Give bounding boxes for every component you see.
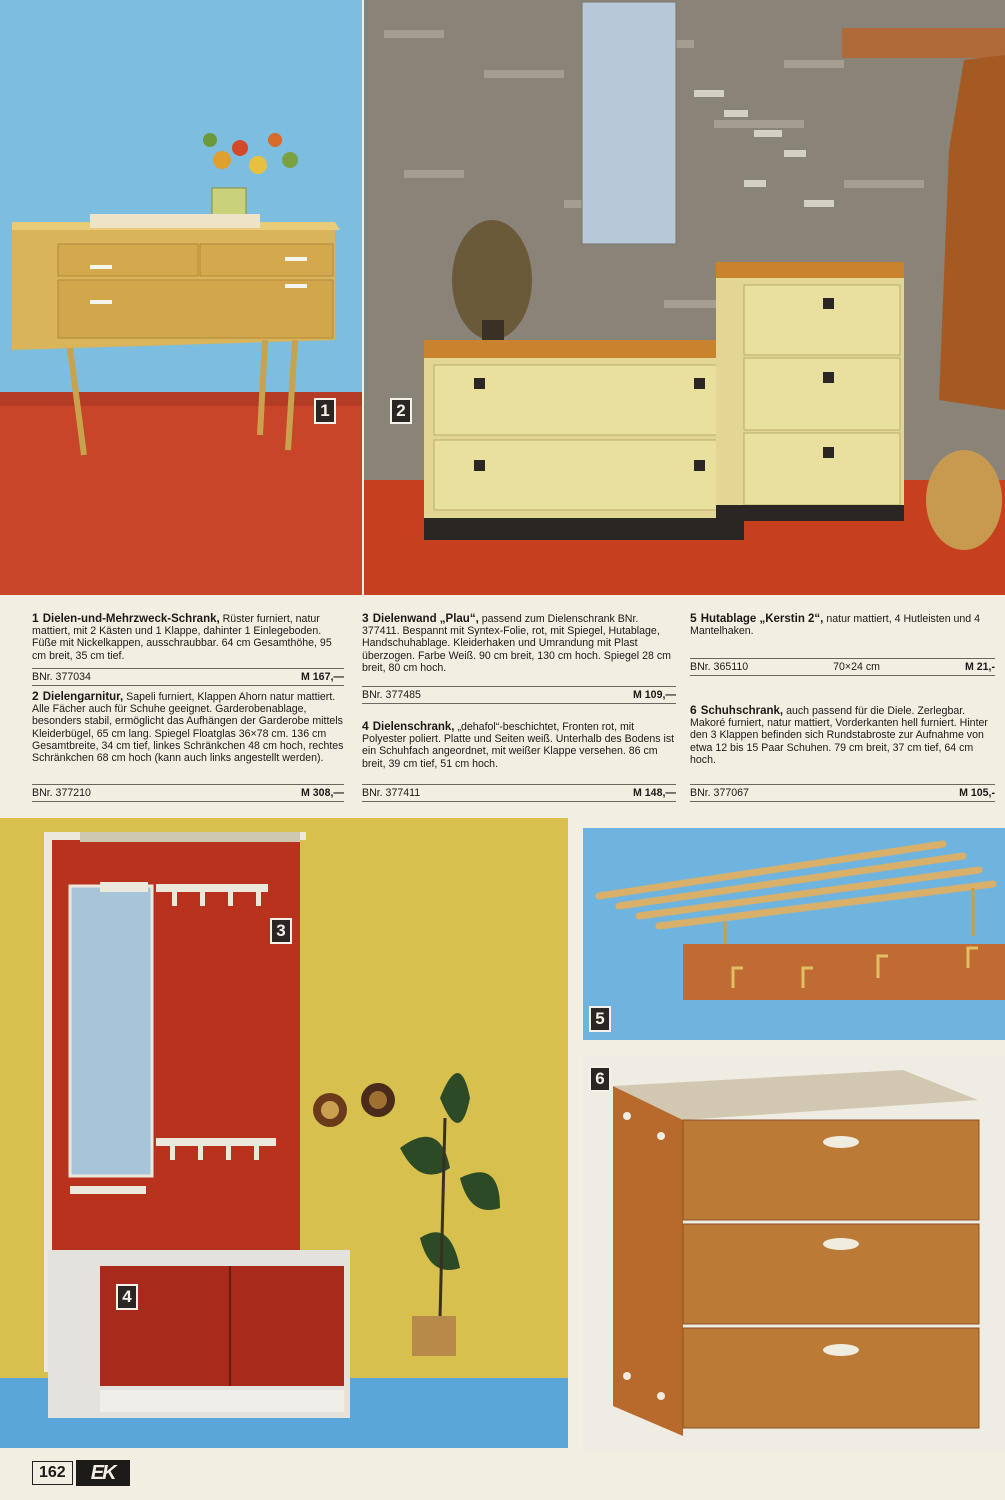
item-1-title: Dielen-und-Mehrzweck-Schrank, xyxy=(42,613,220,625)
item-2-number: 2 xyxy=(32,689,39,703)
photo-label-4: 4 xyxy=(116,1284,138,1310)
item-5-title: Hutablage „Kerstin 2“, xyxy=(700,613,824,625)
photo-hallway-chests xyxy=(364,0,1005,595)
item-2-order-number: BNr. 377210 xyxy=(32,787,91,799)
item-6-price: M 105,- xyxy=(959,787,995,799)
item-2-text: Sapeli furniert, Klappen Ahorn natur mattiert. Alle Fächer auch für Schuhe geeignet. Garderobenablage, besonders stabil, ermöglicht das Aufhängen der Garderobe mittels Kleiderbügel, 65 cm lang. Spiegel Floatglas 36×78 cm. 136 cm Gesamtbreite, 34 cm tief, linkes Schränkchen 48 cm hoch, rechtes Schränkchen 68 cm hoch (kann auch links angestellt werden). xyxy=(32,691,344,765)
item-6-order-number: BNr. 377067 xyxy=(690,787,749,799)
photo-label-6: 6 xyxy=(589,1066,611,1092)
item-2-order-row xyxy=(32,784,344,802)
photo-label-1: 1 xyxy=(314,398,336,424)
item-4-title: Dielenschrank, xyxy=(372,721,455,733)
item-1-text: Rüster furniert, natur mattiert, mit 2 Kästen und 1 Klappe, dahinter 1 Einlegeboden. Füße mit Nickelkappen, ausschraubbar. 64 cm Gesamthöhe, 95 cm breit, 35 cm tief. xyxy=(32,613,332,662)
item-1-description xyxy=(32,612,344,662)
photo-hall-wall xyxy=(0,818,568,1448)
hall-wall-illustration xyxy=(0,818,568,1448)
sideboard-illustration xyxy=(0,0,362,595)
item-1-order-row xyxy=(32,668,344,686)
item-1-price: M 167,— xyxy=(301,671,344,683)
page-number: 162 xyxy=(32,1461,73,1485)
item-6-title: Schuhschrank, xyxy=(700,705,784,717)
item-5-description xyxy=(690,612,995,637)
hat-rack-illustration xyxy=(583,828,1005,1040)
hallway-chests-illustration xyxy=(364,0,1005,595)
item-2-title: Dielengarnitur, xyxy=(42,691,124,703)
item-2-description xyxy=(32,690,344,764)
item-6-order-row xyxy=(690,784,995,802)
item-4-order-row xyxy=(362,784,676,802)
item-3-description xyxy=(362,612,676,674)
item-3-order-number: BNr. 377485 xyxy=(362,689,421,701)
page-footer xyxy=(32,1460,130,1486)
photo-label-2: 2 xyxy=(390,398,412,424)
item-1-number: 1 xyxy=(32,611,39,625)
item-6-description xyxy=(690,704,995,766)
photo-shoe-cabinet xyxy=(583,1056,1005,1450)
item-5-size: 70×24 cm xyxy=(833,661,880,673)
item-6-text: auch passend für die Diele. Zerlegbar. Makoré furniert, natur mattiert, Vorderkanten hell furniert. Hinter den 3 Klappen befinden sich Rundstabroste zur Aufnahme von etwa 12 bis 15 Paar Schuhen. 79 cm breit, 37 cm tief, 64 cm hoch. xyxy=(690,705,988,766)
item-4-description xyxy=(362,720,676,770)
item-2-price: M 308,— xyxy=(301,787,344,799)
item-3-text: passend zum Dielenschrank BNr. 377411. Bespannt mit Syntex-Folie, rot, mit Spiegel, Hutablage, Handschuhablage. Kleiderhaken und Umrandung mit Plast überzogen. Farbe Weiß. 90 cm breit, 130 cm hoch. Spiegel 28 cm breit, 80 cm hoch. xyxy=(362,613,671,674)
item-3-order-row xyxy=(362,686,676,704)
photo-label-5: 5 xyxy=(589,1006,611,1032)
item-6-number: 6 xyxy=(690,703,697,717)
item-1-order-number: BNr. 377034 xyxy=(32,671,91,683)
item-3-title: Dielenwand „Plau“, xyxy=(372,613,479,625)
item-3-number: 3 xyxy=(362,611,369,625)
item-5-text: natur mattiert, 4 Hutleisten und 4 Mantelhaken. xyxy=(690,613,981,638)
catalog-logo: EK xyxy=(76,1460,130,1486)
shoe-cabinet-illustration xyxy=(583,1056,1005,1450)
photo-hat-rack xyxy=(583,828,1005,1040)
photo-label-3: 3 xyxy=(270,918,292,944)
item-4-price: M 148,— xyxy=(633,787,676,799)
photo-sideboard xyxy=(0,0,362,595)
item-5-order-number: BNr. 365110 xyxy=(690,661,749,673)
item-5-price: M 21,- xyxy=(964,661,995,673)
item-5-order-row xyxy=(690,658,995,676)
item-4-number: 4 xyxy=(362,719,369,733)
item-4-text: „dehafol“-beschichtet, Fronten rot, mit Polyester poliert. Platte und Seiten weiß. Unterhalb des Bodens ist ein Schuhfach angeordnet, mit weißer Klappe versehen. 86 cm breit, 39 cm tief, 51 cm hoch. xyxy=(362,721,675,770)
item-3-price: M 109,— xyxy=(633,689,676,701)
item-5-number: 5 xyxy=(690,611,697,625)
item-4-order-number: BNr. 377411 xyxy=(362,787,421,799)
